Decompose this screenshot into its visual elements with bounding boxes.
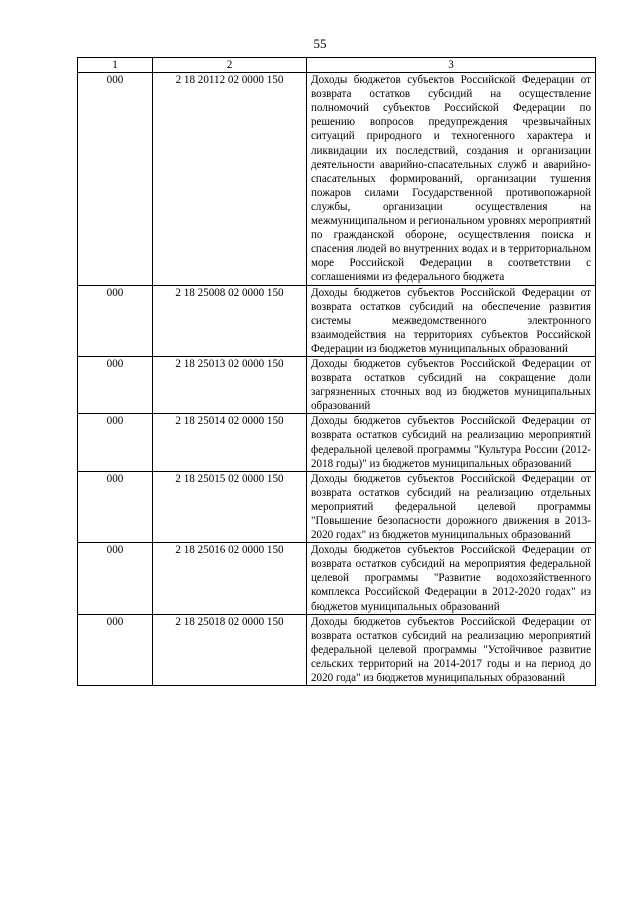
revenue-code-cell: 2 18 25016 02 0000 150 xyxy=(153,543,307,614)
table-row xyxy=(78,471,596,542)
description-cell: Доходы бюджетов субъектов Российской Федерации от возврата остатков субсидий на реализацию мероприятий федеральной целевой программы "Устойчивое развитие сельских территорий на 2014-2017 годы и на период до 2020 года" из бюджетов муниципальных образований xyxy=(307,614,596,685)
table-row xyxy=(78,356,596,413)
column-header-1: 1 xyxy=(78,58,153,73)
admin-code-cell: 000 xyxy=(78,414,153,471)
table-row xyxy=(78,73,596,285)
description-cell: Доходы бюджетов субъектов Российской Федерации от возврата остатков субсидий на мероприятия федеральной целевой программы "Развитие водохозяйственного комплекса Российской Федерации в 2012-2020 годах" из бюджетов муниципальных образований xyxy=(307,543,596,614)
revenue-code-cell: 2 18 25014 02 0000 150 xyxy=(153,414,307,471)
revenue-code-cell: 2 18 20112 02 0000 150 xyxy=(153,73,307,285)
column-header-3: 3 xyxy=(307,58,596,73)
table-header-row xyxy=(78,58,596,73)
table-row xyxy=(78,543,596,614)
admin-code-cell: 000 xyxy=(78,543,153,614)
admin-code-cell: 000 xyxy=(78,73,153,285)
revenue-code-cell: 2 18 25013 02 0000 150 xyxy=(153,356,307,413)
admin-code-cell: 000 xyxy=(78,614,153,685)
admin-code-cell: 000 xyxy=(78,471,153,542)
description-cell: Доходы бюджетов субъектов Российской Федерации от возврата остатков субсидий на осуществление полномочий субъектов Российской Федерации по решению вопросов предупреждения чрезвычайных ситуаций природного и техногенного характера и ликвидации их последствий, создания и организации деятельности аварийно-спасательных служб и аварийно-спасательных формирований, организации тушения пожаров силами Государственной противопожарной службы, организации осуществления на межмуниципальном и региональном уровнях мероприятий по гражданской обороне, осуществления поиска и спасения людей во внутренних водах и в территориальном море Российской Федерации в соответствии с соглашениями из федерального бюджета xyxy=(307,73,596,285)
description-cell: Доходы бюджетов субъектов Российской Федерации от возврата остатков субсидий на обеспечение развития системы межведомственного электронного взаимодействия на территориях субъектов Российской Федерации из бюджетов муниципальных образований xyxy=(307,285,596,356)
column-header-2: 2 xyxy=(153,58,307,73)
table-row xyxy=(78,285,596,356)
revenue-code-cell: 2 18 25015 02 0000 150 xyxy=(153,471,307,542)
page-number: 55 xyxy=(313,36,327,51)
description-cell: Доходы бюджетов субъектов Российской Федерации от возврата остатков субсидий на реализацию отдельных мероприятий федеральной целевой программы "Повышение безопасности дорожного движения в 2013-2020 годах" из бюджетов муниципальных образований xyxy=(307,471,596,542)
admin-code-cell: 000 xyxy=(78,356,153,413)
description-cell: Доходы бюджетов субъектов Российской Федерации от возврата остатков субсидий на сокращение доли загрязненных сточных вод из бюджетов муниципальных образований xyxy=(307,356,596,413)
admin-code-cell: 000 xyxy=(78,285,153,356)
revenue-code-cell: 2 18 25018 02 0000 150 xyxy=(153,614,307,685)
table-row xyxy=(78,414,596,471)
revenue-code-cell: 2 18 25008 02 0000 150 xyxy=(153,285,307,356)
description-cell: Доходы бюджетов субъектов Российской Федерации от возврата остатков субсидий на реализацию мероприятий федеральной целевой программы "Культура России (2012-2018 годы)" из бюджетов муниципальных образований xyxy=(307,414,596,471)
table-row xyxy=(78,614,596,685)
budget-code-table xyxy=(77,57,596,686)
